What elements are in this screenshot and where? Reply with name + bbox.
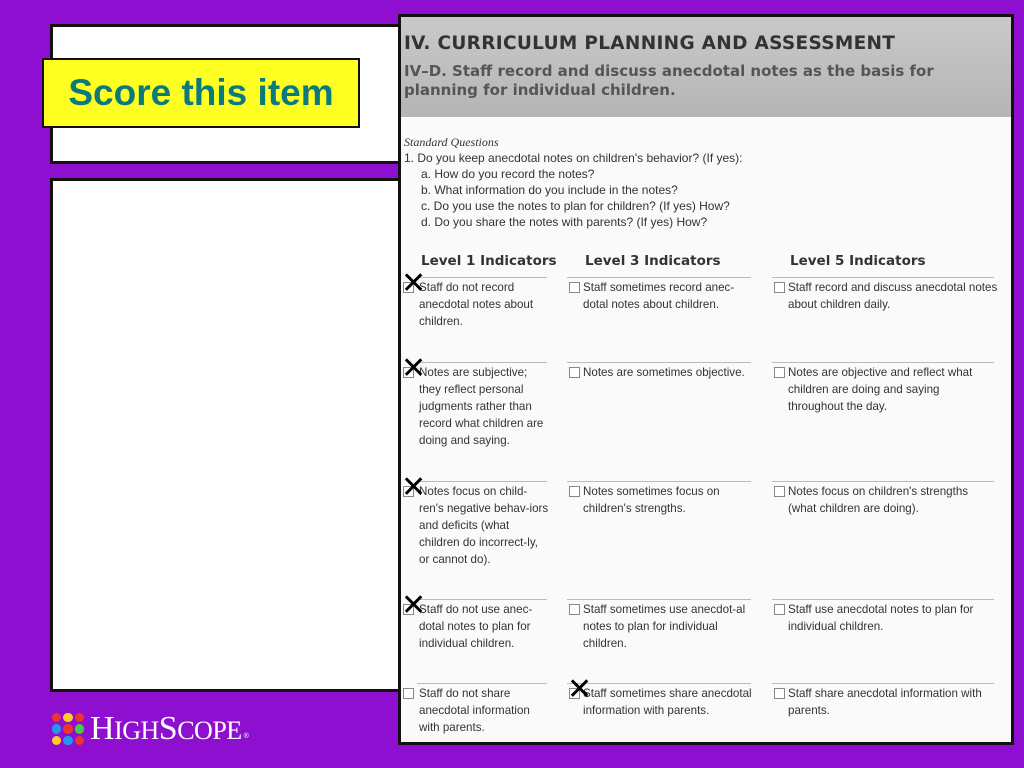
row-rule	[417, 683, 547, 684]
document-heading: IV. CURRICULUM PLANNING AND ASSESSMENT	[404, 33, 896, 54]
indicator-checkbox-l1-row-5	[403, 688, 414, 699]
row-rule	[417, 599, 547, 600]
row-rule	[772, 277, 994, 278]
logo-text: HIGHSCOPE	[90, 710, 242, 747]
indicator-checkbox-l5-row-1	[774, 282, 785, 293]
indicator-checkbox-l5-row-2	[774, 367, 785, 378]
sub-question: d. Do you share the notes with parents? (If yes) How?	[421, 215, 708, 229]
row-rule	[417, 362, 547, 363]
indicator-checkbox-l5-row-4	[774, 604, 785, 615]
indicator-checkbox-l3-row-2	[569, 367, 580, 378]
row-rule	[772, 481, 994, 482]
indicator-text-l3-row-3: Notes sometimes focus on children's strengths.	[583, 485, 720, 515]
indicator-text-l1-row-3: Notes focus on child-ren's negative behav-iors and deficits (what children do incorrect-ly, or cannot do).	[419, 485, 549, 566]
indicator-text-l5-row-4: Staff use anecdotal notes to plan for individual children.	[788, 603, 974, 633]
row-rule	[772, 599, 994, 600]
indicator-text-l1-row-1: Staff do not record anecdotal notes about children.	[419, 281, 534, 328]
indicator-text-l1-row-4: Staff do not use anec-dotal notes to plan for individual children.	[419, 603, 533, 650]
level-1-header: Level 1 Indicators	[421, 253, 557, 269]
x-mark-icon: ✕	[401, 588, 427, 623]
indicator-checkbox-l3-row-4	[569, 604, 580, 615]
indicator-text-l3-row-1: Staff sometimes record anec-dotal notes about children.	[583, 281, 735, 311]
sub-question: b. What information do you include in the notes?	[421, 183, 678, 197]
indicator-text-l5-row-2: Notes are objective and reflect what children are doing and saying throughout the day.	[788, 366, 973, 413]
logo-mark-icon	[52, 713, 84, 745]
document-subheading: IV–D. Staff record and discuss anecdotal notes as the basis for planning for individual children.	[404, 62, 934, 99]
content-panel	[50, 178, 406, 692]
indicator-text-l3-row-5: Staff sometimes share anecdotal information with parents.	[583, 687, 752, 717]
indicator-text-l3-row-2: Notes are sometimes objective.	[583, 366, 745, 379]
indicator-checkbox-l5-row-5	[774, 688, 785, 699]
row-rule	[567, 277, 751, 278]
indicator-text-l3-row-4: Staff sometimes use anecdot-al notes to plan for individual children.	[583, 603, 746, 650]
row-rule	[567, 481, 751, 482]
indicator-text-l1-row-5: Staff do not share anecdotal information with parents.	[419, 687, 530, 734]
indicator-text-l5-row-1: Staff record and discuss anecdotal notes about children daily.	[788, 281, 998, 311]
row-rule	[567, 683, 751, 684]
level-3-header: Level 3 Indicators	[585, 253, 721, 269]
row-rule	[772, 683, 994, 684]
sub-question: a. How do you record the notes?	[421, 167, 595, 181]
x-mark-icon: ✕	[401, 351, 427, 386]
sub-question: c. Do you use the notes to plan for children? (If yes) How?	[421, 199, 730, 213]
row-rule	[417, 277, 547, 278]
indicator-checkbox-l3-row-1	[569, 282, 580, 293]
indicator-text-l1-row-2: Notes are subjective; they reflect personal judgments rather than record what children are doing and saying.	[419, 366, 544, 447]
indicator-checkbox-l5-row-3	[774, 486, 785, 497]
standard-questions-label: Standard Questions	[404, 135, 499, 149]
level-5-header: Level 5 Indicators	[790, 253, 926, 269]
indicator-checkbox-l3-row-3	[569, 486, 580, 497]
row-rule	[567, 362, 751, 363]
highscope-logo	[52, 710, 249, 748]
row-rule	[772, 362, 994, 363]
score-label: Score this item	[42, 58, 360, 128]
scanned-document	[398, 14, 1014, 745]
row-rule	[567, 599, 751, 600]
question-main: 1. Do you keep anecdotal notes on children's behavior? (If yes):	[404, 151, 743, 165]
x-mark-icon: ✕	[401, 470, 427, 505]
indicator-text-l5-row-3: Notes focus on children's strengths (what children are doing).	[788, 485, 969, 515]
x-mark-icon: ✕	[567, 672, 593, 707]
row-rule	[417, 481, 547, 482]
registered-mark: ®	[243, 732, 249, 740]
x-mark-icon: ✕	[401, 266, 427, 301]
indicator-text-l5-row-5: Staff share anecdotal information with parents.	[788, 687, 982, 717]
